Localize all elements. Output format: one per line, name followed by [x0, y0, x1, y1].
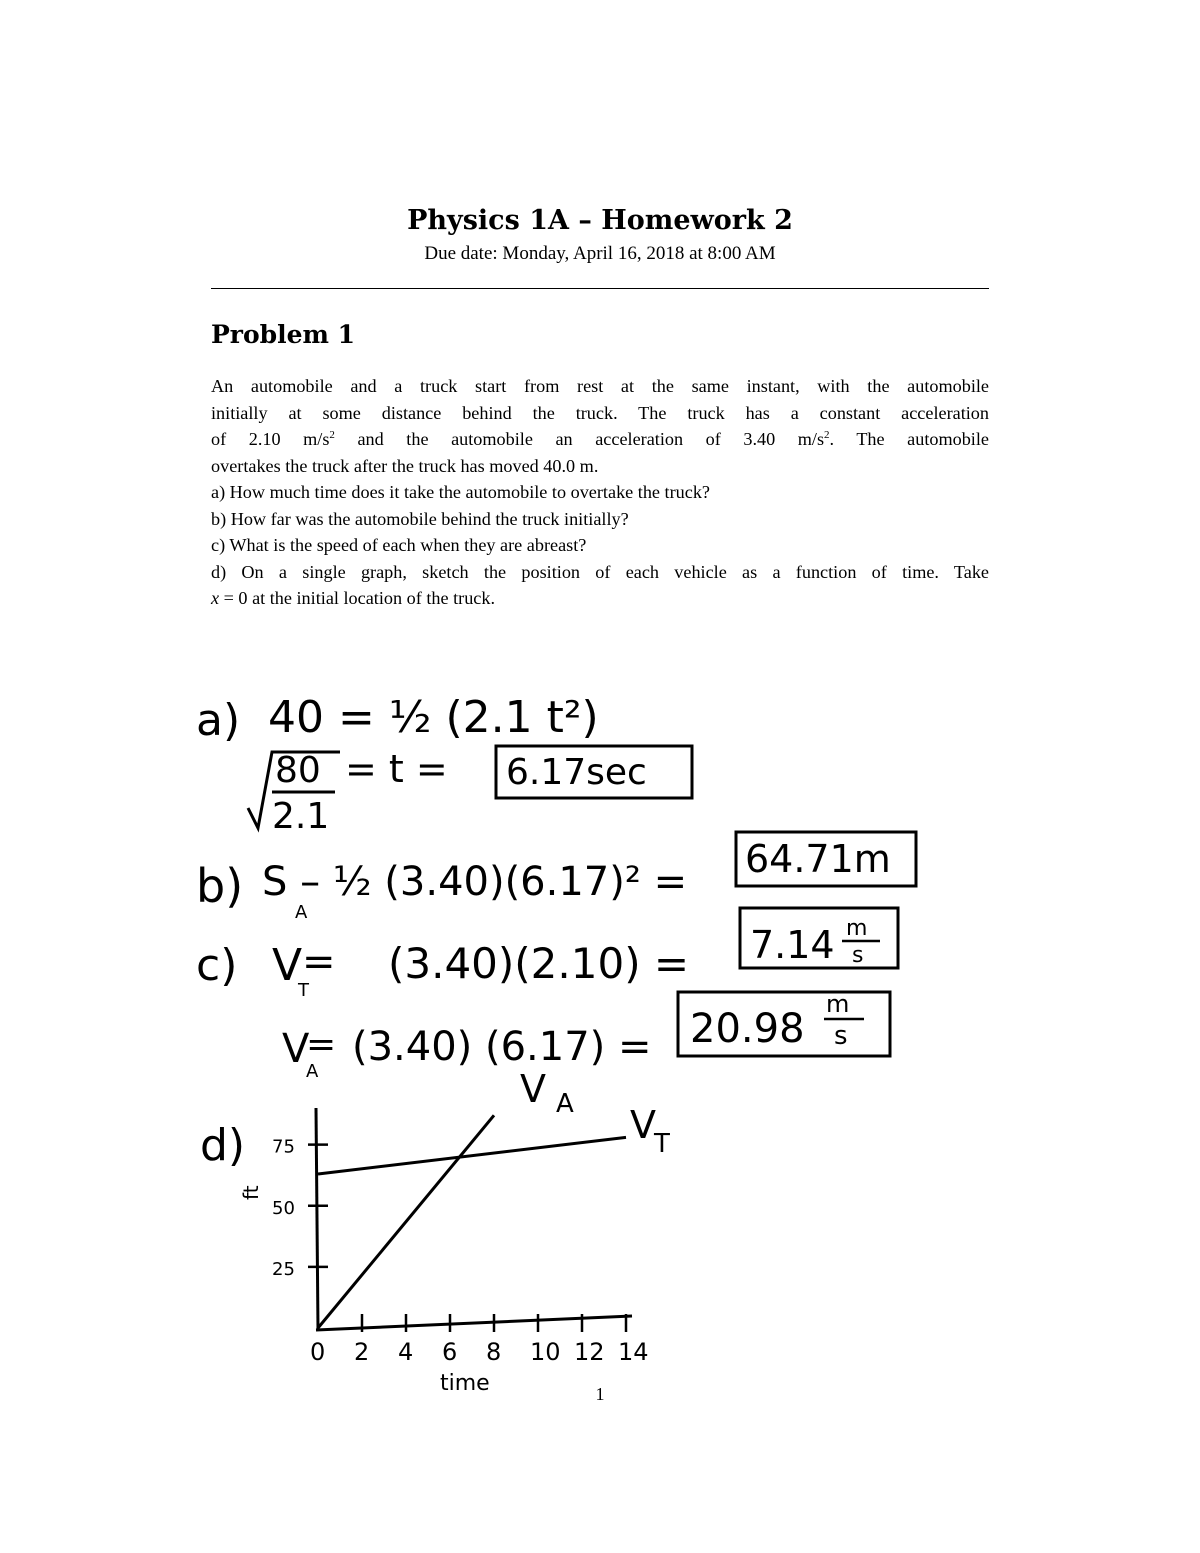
page-title: Physics 1A – Homework 2: [407, 205, 793, 236]
hw-d-label: d): [200, 1120, 246, 1171]
x-tick-label: 2: [354, 1338, 370, 1366]
hw-b-sub: A: [295, 902, 308, 923]
hw-c-label: c): [196, 940, 238, 991]
intro-line-3: of 2.10 $m/s^2$ and the automobile an acceleration of 3.40 $m/s^2$. The automobile: [211, 428, 989, 449]
hw-c-answer1: 7.14: [750, 923, 835, 967]
hw-a-label: a): [196, 695, 241, 746]
x-tick-label: 0: [310, 1338, 326, 1366]
x-tick-label: 14: [618, 1338, 649, 1366]
hw-c-va-sub: A: [306, 1061, 319, 1082]
series-line-va: [318, 1115, 494, 1328]
y-tick-label: 50: [272, 1197, 295, 1219]
hw-b-eq: S – ½ (3.40)(6.17)² =: [262, 859, 688, 905]
part-a-question: a) How much time does it take the automobile to overtake the truck?: [211, 482, 710, 502]
hw-c-eq1: (3.40)(2.10) =: [388, 939, 690, 988]
hw-c-answer1-unit-s: s: [852, 943, 864, 968]
position-time-graph: [239, 1067, 670, 1396]
x-tick-label: 12: [574, 1338, 605, 1366]
hw-a-eq2-num: 80: [275, 750, 321, 791]
graph-va-sub: A: [556, 1089, 574, 1119]
intro-line-4: overtakes the truck after the truck has moved 40.0 m.: [211, 455, 599, 476]
graph-va-label: V: [520, 1067, 546, 1111]
graph-x-axis-label: time: [440, 1371, 490, 1396]
hw-c-answer2-unit-s: s: [834, 1021, 848, 1051]
graph-x-axis: [316, 1316, 632, 1330]
hw-a-answer: 6.17sec: [506, 752, 647, 793]
hw-c-va-equals: =: [306, 1024, 337, 1065]
hw-c-va: V: [282, 1026, 310, 1072]
hw-a-eq1: 40 = ½ (2.1 t²): [268, 692, 599, 743]
hw-c-vt-sub: T: [298, 980, 309, 1001]
problem-heading: Problem 1: [211, 320, 356, 349]
hw-c-vt-equals: =: [302, 939, 336, 985]
graph-y-axis-label: ft: [239, 1185, 263, 1200]
part-d-question-line-2: x = 0 at the initial location of the truck.: [211, 588, 495, 608]
hw-b-label: b): [196, 859, 244, 913]
part-b-question: b) How far was the automobile behind the truck initially?: [211, 508, 629, 529]
hw-a-eq2-rest: = t =: [345, 747, 448, 791]
intro-line-2: initially at some distance behind the truck. The truck has a constant acceleration: [211, 402, 989, 423]
hw-c-answer2: 20.98: [690, 1006, 805, 1052]
graph-vt-sub: T: [654, 1129, 670, 1159]
hw-c-answer1-unit-m: m: [846, 916, 868, 941]
due-date: Due date: Monday, April 16, 2018 at 8:00 AM: [424, 243, 776, 264]
intro-line-1: An automobile and a truck start from rest at the same instant, with the automobile: [211, 376, 989, 396]
x-tick-label: 4: [398, 1338, 414, 1366]
hw-c-vt: V: [272, 940, 303, 991]
page-number: 1: [595, 1384, 605, 1404]
graph-y-axis: [316, 1108, 318, 1330]
hw-c-answer2-unit-m: m: [826, 990, 850, 1018]
hw-a-eq2-den: 2.1: [272, 796, 330, 837]
part-d-question-line-1: d) On a single graph, sketch the position of each vehicle as a function of time. Take: [211, 561, 989, 582]
part-c-question: c) What is the speed of each when they are abreast?: [211, 535, 587, 555]
hw-c-eq2: (3.40) (6.17) =: [352, 1024, 652, 1070]
x-tick-label: 6: [442, 1338, 458, 1366]
hw-b-answer: 64.71m: [745, 837, 891, 881]
graph-vt-label: V: [630, 1103, 656, 1147]
x-tick-label: 8: [486, 1338, 502, 1366]
y-tick-label: 25: [272, 1258, 295, 1280]
y-tick-label: 75: [272, 1136, 295, 1158]
x-tick-label: 10: [530, 1338, 561, 1366]
